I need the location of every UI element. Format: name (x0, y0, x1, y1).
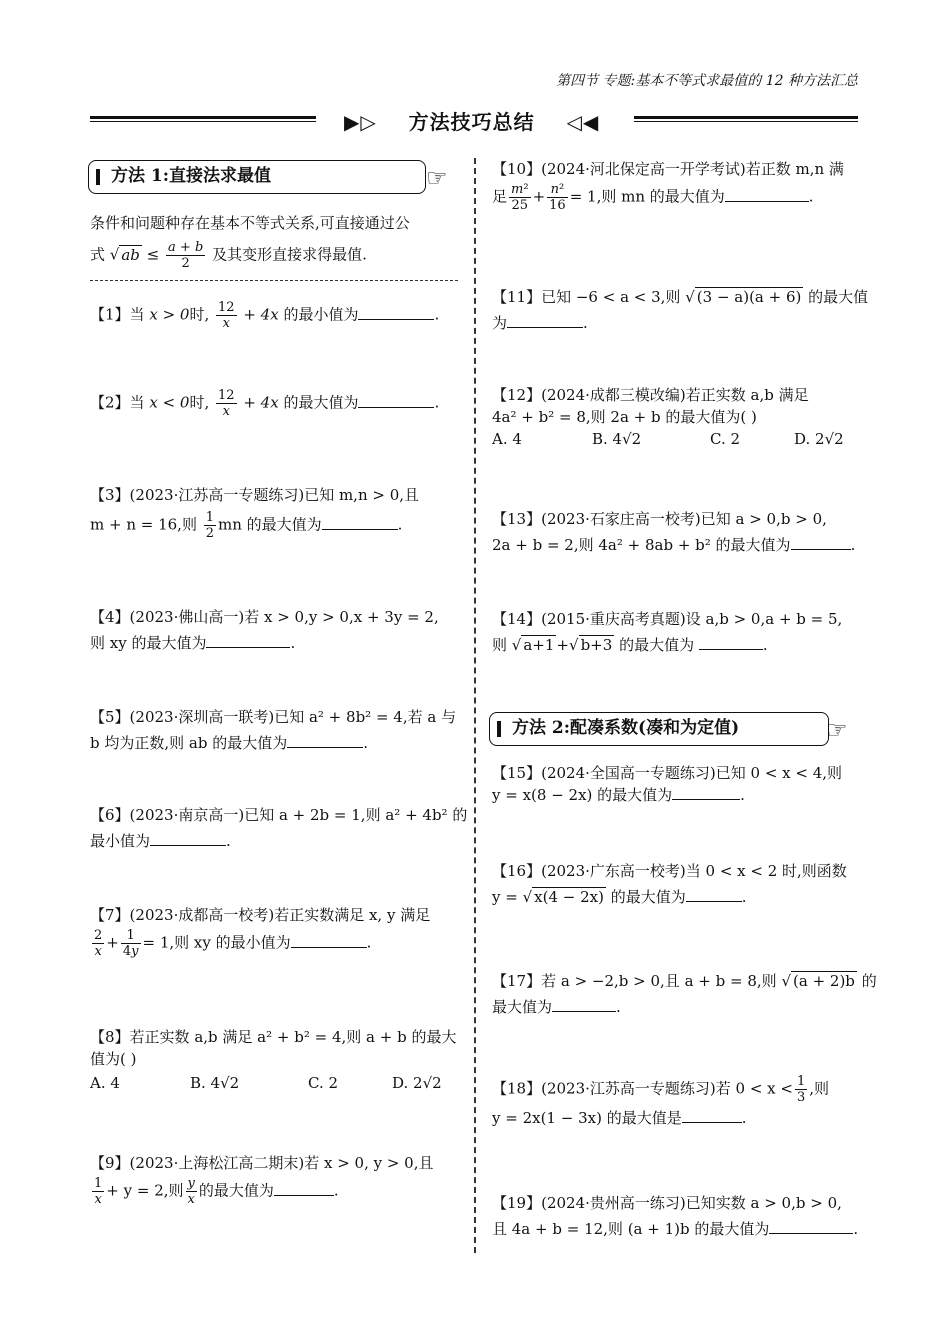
q2-frac: $\frac{12}{x}$ (218, 388, 235, 419)
q14-radicand-2: b+3 (580, 636, 613, 654)
q7-end: . (366, 933, 372, 952)
q10-line2-post: = 1,则 mn 的最大值为 (569, 187, 725, 206)
q1-answer-blank[interactable] (358, 305, 434, 320)
q8-line2: 值为( ) (90, 1050, 137, 1068)
q1-end: . (434, 305, 440, 324)
question-17 (492, 968, 877, 1020)
formula-sqrt-ab: √ ab (109, 245, 140, 264)
q12-line1: (2024·成都三模改编)若正实数 a,b 满足 (541, 386, 809, 404)
q11-line1-pre: 已知 −6 < a < 3,则 (541, 288, 681, 306)
q11-end: . (583, 314, 588, 332)
method1-desc-post: 及其变形直接求得最值. (212, 245, 367, 264)
q11-radicand: (3 − a)(a + 6) (696, 288, 802, 306)
q4-end: . (290, 634, 296, 652)
q15-line1: (2024·全国高一专题练习)已知 0 < x < 4,则 (541, 764, 843, 782)
banner-rule-left (90, 116, 316, 122)
q17-radicand: (a + 2)b (793, 972, 855, 990)
q18-frac: $\frac{1}{3}$ (796, 1074, 806, 1105)
method2-header (489, 712, 829, 746)
q14-line2-pre: 则 (492, 636, 508, 654)
q17-sqrt: √ (a + 2)b (781, 972, 855, 990)
question-6 (90, 802, 467, 854)
q13-answer-blank[interactable] (791, 535, 851, 550)
q8-line1: 若正实数 a,b 满足 a² + b² = 4,则 a + b 的最大 (129, 1028, 457, 1046)
q19-end: . (853, 1220, 859, 1238)
q7-line1: (2023·成都高一校考)若正实数满足 x, y 满足 (129, 906, 431, 924)
question-7: 【7】(2023·成都高一校考)若正实数满足 x, y 满足 $\frac{2}{x}$ + $\frac{1}{4y}$ = 1,则 xy 的最小值为 . (90, 906, 431, 959)
q14-line1: (2015·重庆高考真题)设 a,b > 0,a + b = 5, (541, 610, 843, 628)
q8-option-d[interactable]: D. 2√2 (392, 1074, 442, 1092)
question-10: 【10】(2024·河北保定高一开学考试)若正数 m,n 满 足 $\frac{\text{m²}}{25}$ + $\frac{\text{n²}}{16}$ = 1,则 mn 的最大值为 . (492, 160, 844, 213)
q12-option-c[interactable]: C. 2 (710, 430, 741, 448)
question-11 (492, 284, 868, 336)
q14-label: 【14】 (492, 610, 542, 628)
q19-answer-blank[interactable] (769, 1219, 853, 1234)
q14-answer-blank[interactable] (699, 635, 763, 650)
q17-label: 【17】 (492, 972, 542, 990)
banner-right-arrows: ◁◀ (566, 110, 600, 134)
q9-frac-1x: $\frac{1}{x}$ (94, 1176, 103, 1207)
method1-header (88, 160, 426, 194)
q8-option-a[interactable]: A. 4 (90, 1074, 120, 1092)
banner-left-arrows: ▶▷ (344, 110, 377, 134)
q3-line1: (2023·江苏高一专题练习)已知 m,n > 0,且 (129, 486, 420, 504)
q6-answer-blank[interactable] (150, 831, 226, 846)
q8-option-b[interactable]: B. 4√2 (190, 1074, 240, 1092)
banner-title-text: 方法技巧总结 (408, 110, 535, 134)
q11-line2: 为 (492, 314, 508, 332)
question-2 (90, 388, 439, 419)
q16-radicand: x(4 − 2x) (534, 888, 604, 906)
q5-answer-blank[interactable] (287, 733, 363, 748)
question-1 (90, 300, 439, 331)
q6-line1: (2023·南京高一)已知 a + 2b = 1,则 a² + 4b² 的 (129, 806, 468, 824)
q3-line2-pre: m + n = 16,则 (90, 515, 197, 534)
q13-label: 【13】 (492, 510, 542, 528)
q4-answer-blank[interactable] (206, 633, 290, 648)
q13-line2: 2a + b = 2,则 4a² + 8ab + b² 的最大值为 (492, 536, 791, 554)
q15-line2: y = x(8 − 2x) 的最大值为 (492, 786, 673, 804)
method1-desc-pre: 式 (90, 245, 106, 264)
question-9 (90, 1150, 434, 1207)
q2-tail: 的最大值为 (283, 393, 359, 412)
q2-end: . (434, 393, 440, 412)
q5-end: . (363, 734, 369, 752)
question-3 (90, 482, 419, 541)
q1-expr-tail: + 4x (243, 305, 279, 324)
q17-line1-pre: 若 a > −2,b > 0,且 a + b = 8,则 (541, 972, 777, 990)
q11-label: 【11】 (492, 288, 542, 306)
q10-answer-blank[interactable] (725, 187, 809, 202)
q14-end: . (762, 636, 768, 654)
method1-separator (90, 280, 458, 281)
method1-title: 方法 1:直接法求最值 (111, 166, 272, 186)
q3-end: . (397, 515, 403, 534)
q2-answer-blank[interactable] (358, 393, 434, 408)
question-14: 【14】(2015·重庆高考真题)设 a,b > 0,a + b = 5, 则 √ a+1 +√ b+3 的最大值为 . (492, 610, 843, 654)
q1-pre: 当 (129, 305, 145, 324)
formula-frac-ab-2: $\frac{a + b}{2}$ (168, 240, 204, 271)
q12-line2: 4a² + b² = 8,则 2a + b 的最大值为( ) (492, 408, 757, 426)
q18-line1-pre: (2023·江苏高一专题练习)若 0 < x < (541, 1079, 793, 1098)
q8-label: 【8】 (90, 1028, 130, 1046)
q11-answer-blank[interactable] (507, 313, 583, 328)
q9-frac-yx: $\frac{y}{x}$ (187, 1176, 195, 1207)
q18-end: . (741, 1109, 747, 1127)
q3-line2-post: mn 的最大值为 (218, 515, 322, 534)
q6-label: 【6】 (90, 806, 130, 824)
column-divider (474, 158, 476, 1253)
question-5 (90, 704, 456, 756)
q16-label: 【16】 (492, 862, 542, 880)
q2-cond: x < 0 (149, 393, 190, 412)
q7-answer-blank[interactable] (291, 933, 367, 948)
q3-label: 【3】 (90, 486, 130, 504)
method1-description: 条件和问题种存在基本不等式关系,可直接通过公 式 √ ab ≤ $\frac{a + b}{2}$ 及其变形直接求得最值. (90, 210, 460, 271)
q17-line1-post: 的 (861, 972, 877, 990)
q7-frac-2x: $\frac{2}{x}$ (94, 928, 103, 959)
q3-answer-blank[interactable] (322, 515, 398, 530)
q6-end: . (226, 832, 231, 850)
q17-end: . (616, 998, 621, 1016)
method1-desc-line1: 条件和问题种存在基本不等式关系,可直接通过公 (90, 214, 410, 232)
q15-end: . (740, 786, 745, 804)
q14-sqrt-2: √ b+3 (569, 636, 613, 654)
q19-label: 【19】 (492, 1194, 542, 1212)
q5-label: 【5】 (90, 708, 130, 726)
q14-radicand-1: a+1 (523, 636, 555, 654)
page-header-title: 第四节 专题:基本不等式求最值的 12 种方法汇总 (556, 73, 858, 89)
q18-line1-post: ,则 (809, 1079, 830, 1098)
q2-label: 【2】 (90, 393, 130, 412)
q12-label: 【12】 (492, 386, 542, 404)
q9-line2-post: 的最大值为 (198, 1181, 274, 1200)
q11-sqrt: √ (3 − a)(a + 6) (685, 288, 802, 306)
q8-option-c[interactable]: C. 2 (308, 1074, 339, 1092)
q12-option-b[interactable]: B. 4√2 (592, 430, 642, 448)
method-marker (497, 721, 501, 737)
q10-label: 【10】 (492, 160, 542, 178)
q2-pre: 当 (129, 393, 145, 412)
question-12 (492, 382, 844, 452)
q1-cond: x > 0 (149, 305, 190, 324)
q19-line2: 且 4a + b = 12,则 (a + 1)b 的最大值为 (492, 1220, 770, 1238)
method-marker (96, 169, 100, 185)
q1-label: 【1】 (90, 305, 130, 324)
q16-answer-blank[interactable] (686, 887, 742, 902)
q17-line2: 最大值为 (492, 998, 553, 1016)
q15-label: 【15】 (492, 764, 542, 782)
q2-post: 时, (189, 393, 210, 412)
q7-frac-1-4y: $\frac{1}{4y}$ (122, 928, 139, 959)
q19-line1: (2024·贵州高一练习)已知实数 a > 0,b > 0, (541, 1194, 842, 1212)
q9-line2-mid: + y = 2,则 (106, 1181, 184, 1200)
pointing-hand-icon: ☞ (826, 716, 848, 744)
q11-line1-post: 的最大值 (808, 288, 869, 306)
question-13 (492, 506, 855, 558)
q16-end: . (741, 888, 747, 906)
banner-title (344, 106, 599, 135)
q7-label: 【7】 (90, 906, 130, 924)
q18-label: 【18】 (492, 1079, 542, 1098)
q10-line2-pre: 足 (492, 187, 508, 206)
q16-sqrt: √ x(4 − 2x) (522, 888, 604, 906)
q18-line2: y = 2x(1 − 3x) 的最大值是 (492, 1109, 682, 1127)
q10-frac-m2: $\frac{\text{m²}}{25}$ (511, 182, 529, 213)
q9-label: 【9】 (90, 1154, 130, 1172)
q9-end: . (333, 1181, 339, 1200)
q9-answer-blank[interactable] (274, 1181, 334, 1196)
q18-answer-blank[interactable] (682, 1108, 742, 1123)
q14-line2-post: 的最大值为 (619, 636, 695, 654)
q16-line2-post: 的最大值为 (610, 888, 686, 906)
q10-line1: (2024·河北保定高一开学考试)若正数 m,n 满 (541, 160, 844, 178)
q6-line2: 最小值为 (90, 832, 151, 850)
q13-end: . (850, 536, 856, 554)
q10-end: . (808, 187, 814, 206)
question-19 (492, 1190, 858, 1242)
q4-label: 【4】 (90, 608, 130, 626)
q4-line2: 则 xy 的最大值为 (90, 634, 207, 652)
q2-expr-tail: + 4x (243, 393, 279, 412)
q12-option-d[interactable]: D. 2√2 (794, 430, 844, 448)
q17-answer-blank[interactable] (552, 997, 616, 1012)
pointing-hand-icon: ☞ (426, 164, 448, 192)
q5-line2: b 均为正数,则 ab 的最大值为 (90, 734, 288, 752)
q9-line1: (2023·上海松江高二期末)若 x > 0, y > 0,且 (129, 1154, 434, 1172)
question-18 (492, 1074, 829, 1131)
question-4 (90, 604, 439, 656)
q13-line1: (2023·石家庄高一校考)已知 a > 0,b > 0, (541, 510, 827, 528)
method2-title: 方法 2:配凑系数(凑和为定值) (512, 718, 740, 738)
question-8 (90, 1024, 456, 1096)
q5-line1: (2023·深圳高一联考)已知 a² + 8b² = 4,若 a 与 (129, 708, 457, 726)
q10-frac-n2: $\frac{\text{n²}}{16}$ (549, 182, 566, 213)
q1-frac: $\frac{12}{x}$ (218, 300, 235, 331)
q1-post: 时, (189, 305, 210, 324)
question-16 (492, 858, 847, 910)
q16-line1: (2023·广东高一校考)当 0 < x < 2 时,则函数 (541, 862, 847, 880)
banner-rule-right (634, 116, 858, 122)
q1-tail: 的最小值为 (283, 305, 359, 324)
q3-frac: $\frac{1}{2}$ (205, 510, 215, 541)
q16-line2-pre: y = (492, 888, 518, 906)
question-15 (492, 760, 842, 808)
q15-answer-blank[interactable] (672, 785, 740, 800)
q12-option-a[interactable]: A. 4 (492, 430, 522, 448)
q14-sqrt-1: √ a+1 (511, 636, 555, 654)
q7-line2-post: = 1,则 xy 的最小值为 (142, 933, 291, 952)
q4-line1: (2023·佛山高一)若 x > 0,y > 0,x + 3y = 2, (129, 608, 439, 626)
